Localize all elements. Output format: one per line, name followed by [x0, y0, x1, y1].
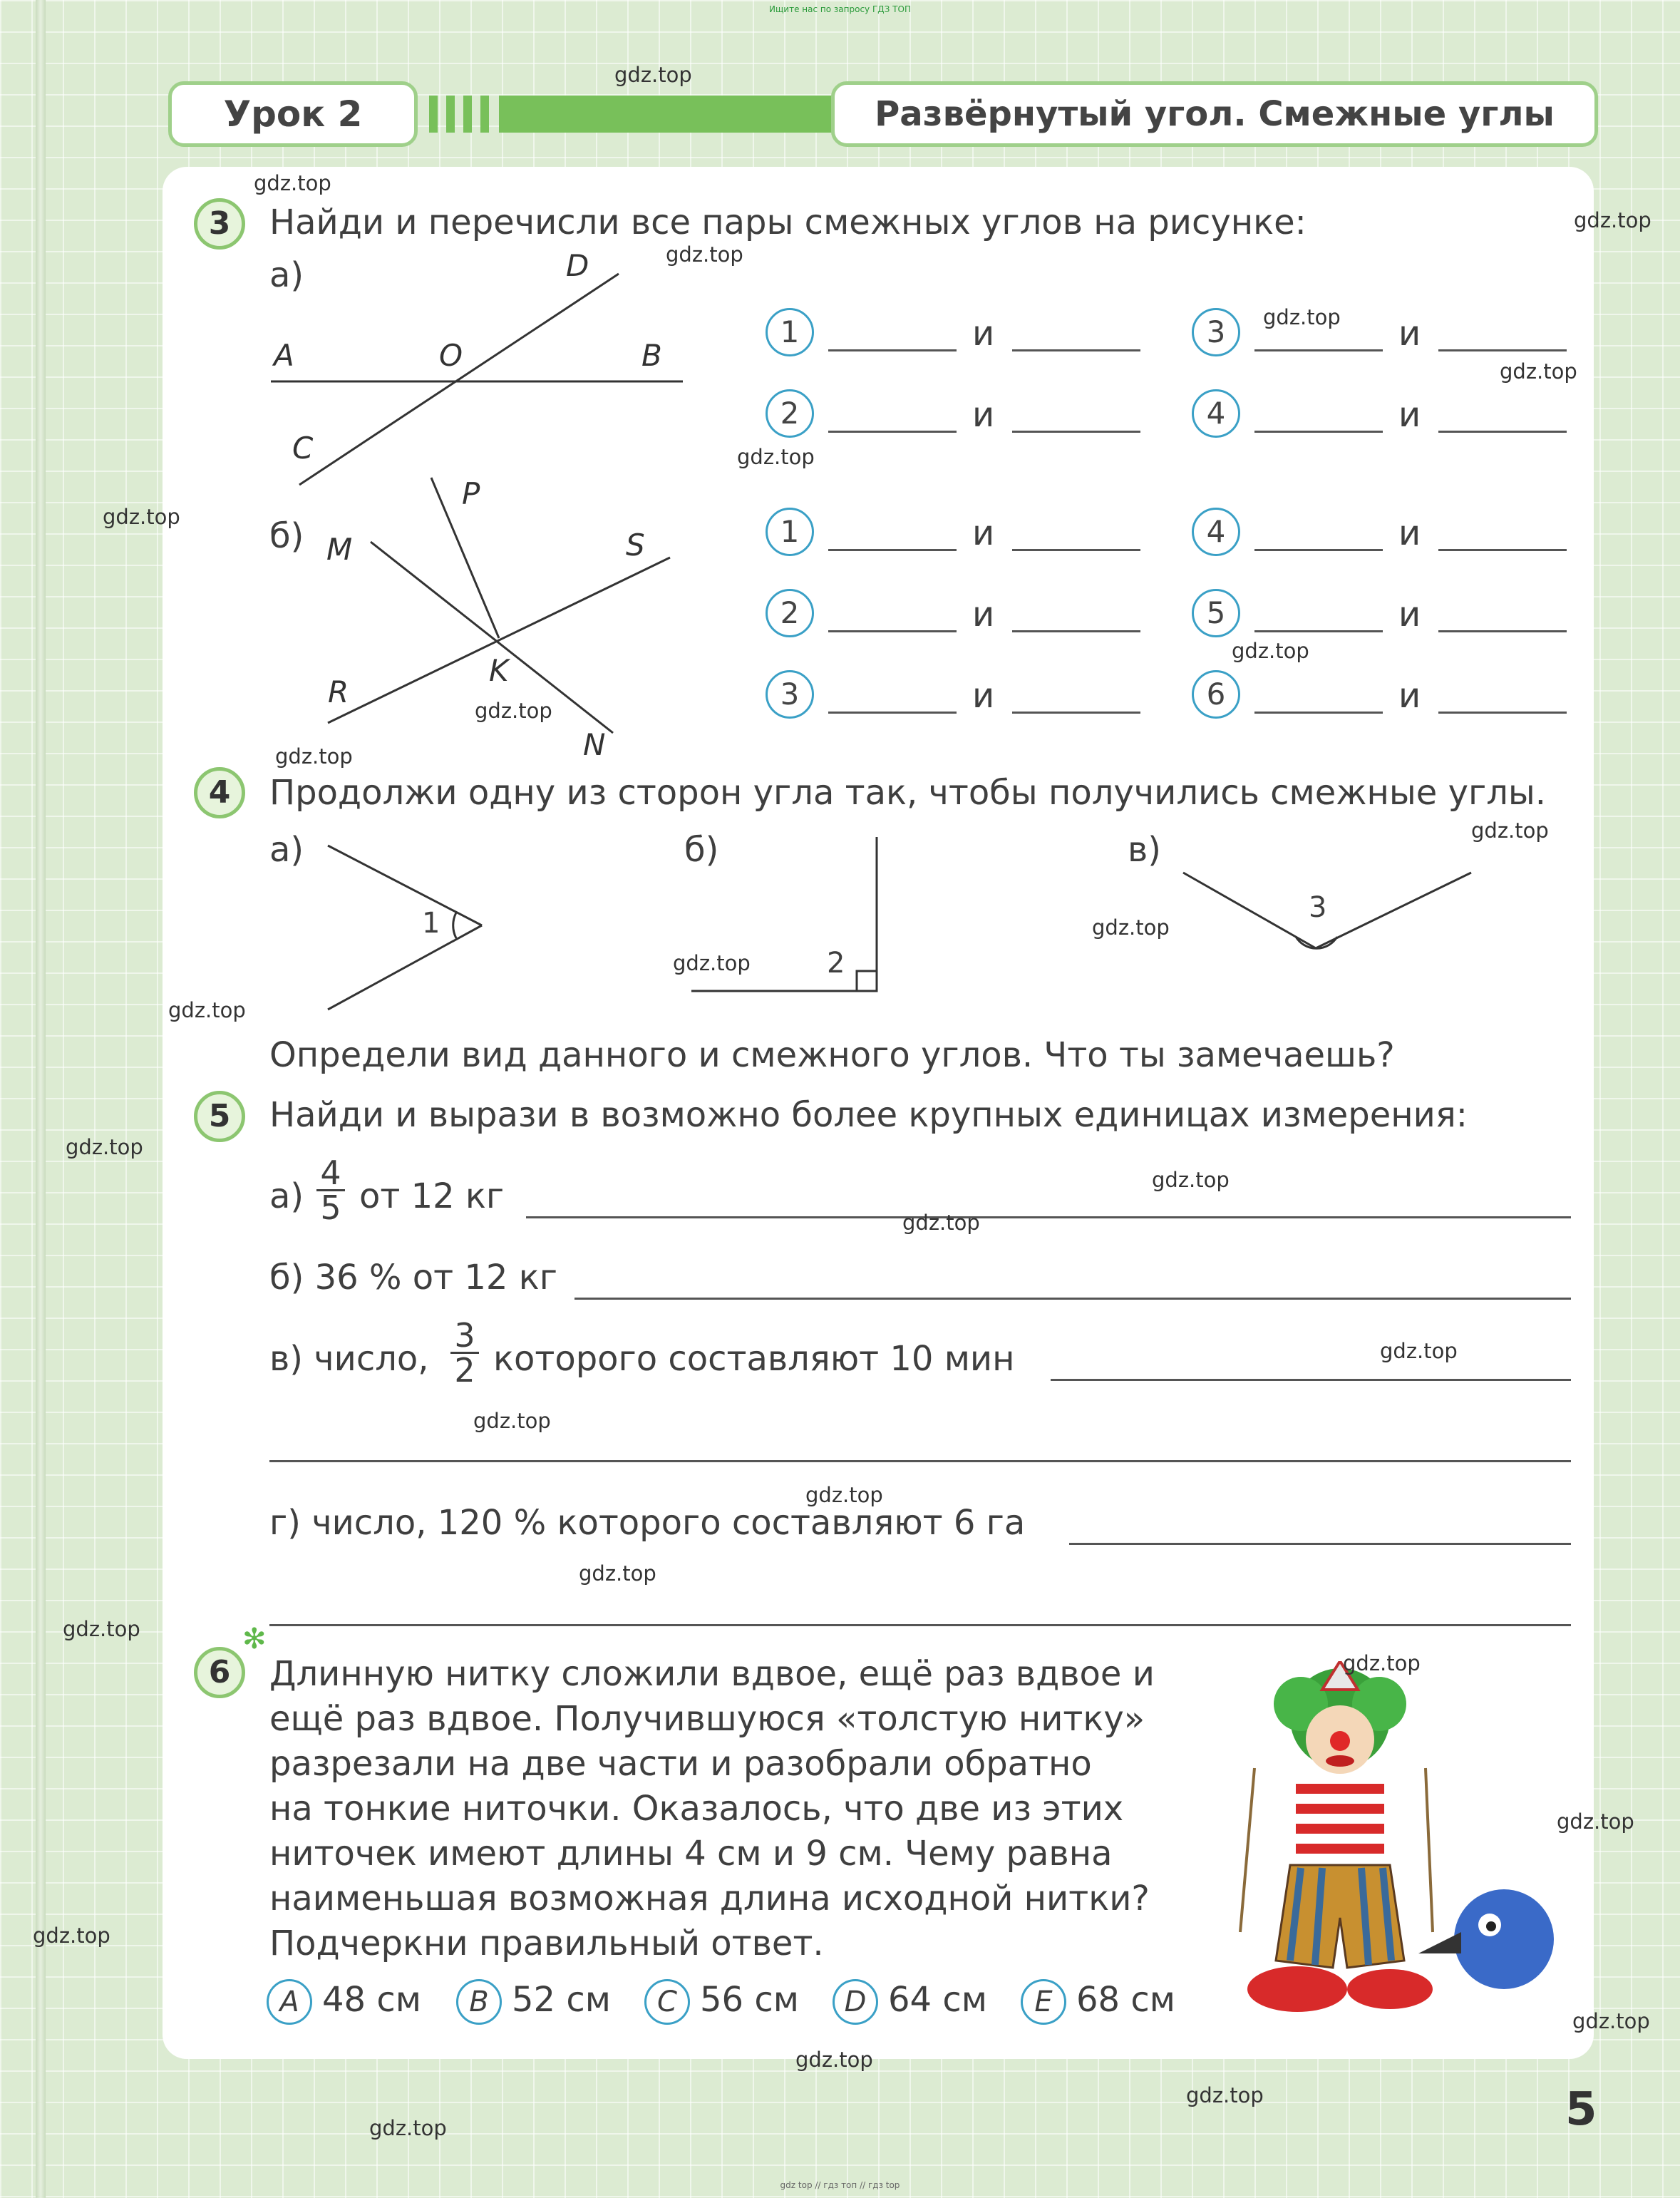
point-r: R: [328, 674, 349, 709]
asterisk-icon: ✻: [242, 1623, 267, 1655]
header-bar: [499, 96, 834, 133]
angle-2-figure: [684, 831, 891, 1005]
answer-line[interactable]: [1012, 630, 1140, 632]
watermark: gdz.top: [1263, 305, 1341, 329]
answer-line[interactable]: [1438, 431, 1567, 433]
task-4c-label: в): [1128, 830, 1162, 870]
watermark: gdz.top: [902, 1211, 980, 1235]
answer-line[interactable]: [1069, 1543, 1571, 1545]
answer-line[interactable]: [1254, 431, 1383, 433]
pair-b6-circle: 6: [1192, 670, 1240, 719]
answer-line[interactable]: [1254, 549, 1383, 551]
numerator: 4: [316, 1156, 345, 1191]
and-word: и: [972, 314, 995, 354]
pair-b4-circle: 4: [1192, 508, 1240, 556]
and-word: и: [972, 595, 995, 635]
watermark: gdz.top: [614, 63, 692, 87]
top-note: Ищите нас по запросу ГДЗ ТОП: [769, 4, 911, 14]
answer-line[interactable]: [1012, 431, 1140, 433]
task-4-number: 4: [194, 767, 245, 818]
header-stripes: [429, 96, 498, 133]
task-6-line: ещё раз вдвое. Получившуюся «толстую нитку»: [269, 1699, 1145, 1739]
answer-line[interactable]: [1012, 549, 1140, 551]
watermark: gdz.top: [1500, 359, 1577, 384]
watermark: gdz.top: [805, 1483, 883, 1507]
and-word: и: [1398, 513, 1421, 553]
task-5b-text: б) 36 % от 12 кг: [269, 1258, 557, 1298]
watermark: gdz.top: [1572, 2009, 1650, 2033]
answer-line[interactable]: [828, 630, 957, 632]
point-k: K: [489, 653, 509, 688]
option-e[interactable]: [1021, 1979, 1175, 2025]
option-text: 48 см: [322, 1980, 421, 2020]
option-c[interactable]: [644, 1979, 799, 2025]
task-4a-label: а): [269, 830, 304, 870]
option-letter: A: [267, 1979, 312, 2025]
option-letter: D: [833, 1979, 878, 2025]
watermark: gdz.top: [33, 1924, 110, 1948]
watermark: gdz.top: [737, 445, 815, 469]
task-3-text: Найди и перечисли все пары смежных углов на рисунке:: [269, 202, 1307, 242]
point-o: O: [439, 338, 463, 373]
numerator: 3: [450, 1319, 479, 1354]
figure-3a: [257, 257, 699, 499]
option-text: 52 см: [512, 1980, 611, 2020]
bottom-note: gdz top // гдз топ // гдз top: [780, 2180, 900, 2190]
and-word: и: [1398, 395, 1421, 435]
task-5d-text: г) число, 120 % которого составляют 6 га: [269, 1503, 1026, 1543]
option-letter: C: [644, 1979, 690, 2025]
pair-a1-circle: 1: [766, 308, 814, 356]
watermark: gdz.top: [1186, 2083, 1264, 2107]
option-text: 68 см: [1076, 1980, 1175, 2020]
answer-line[interactable]: [1051, 1379, 1571, 1381]
page-fold: [36, 0, 46, 2198]
option-letter: E: [1021, 1979, 1066, 2025]
and-word: и: [972, 513, 995, 553]
and-word: и: [1398, 314, 1421, 354]
watermark: gdz.top: [1092, 915, 1170, 940]
option-text: 64 см: [888, 1980, 987, 2020]
option-letter: B: [456, 1979, 502, 2025]
option-text: 56 см: [700, 1980, 799, 2020]
pair-a4-circle: 4: [1192, 389, 1240, 438]
answer-line[interactable]: [828, 712, 957, 714]
watermark: gdz.top: [66, 1135, 143, 1159]
point-c: C: [292, 431, 314, 466]
answer-line[interactable]: [1012, 349, 1140, 351]
watermark: gdz.top: [254, 171, 331, 195]
task-6-line: ниточек имеют длины 4 см и 9 см. Чему равна: [269, 1834, 1113, 1874]
line-cd: [299, 274, 619, 485]
task-5c-prefix: в) число,: [269, 1339, 429, 1379]
answer-line[interactable]: [1438, 712, 1567, 714]
task-4-question: Определи вид данного и смежного углов. Что ты замечаешь?: [269, 1035, 1395, 1075]
task-6-line: на тонкие ниточки. Оказалось, что две из этих: [269, 1789, 1124, 1829]
answer-line[interactable]: [526, 1216, 1571, 1218]
watermark: gdz.top: [1152, 1168, 1230, 1192]
fraction-3-2: [450, 1316, 479, 1390]
fraction-4-5: [316, 1154, 345, 1227]
pair-a3-circle: 3: [1192, 308, 1240, 356]
pair-a2-circle: 2: [766, 389, 814, 438]
task-3-number: 3: [194, 198, 245, 250]
answer-line[interactable]: [828, 549, 957, 551]
watermark: gdz.top: [1574, 208, 1651, 232]
answer-line[interactable]: [574, 1298, 1571, 1300]
task-4b-label: б): [684, 830, 719, 870]
watermark: gdz.top: [1380, 1339, 1458, 1363]
angle-1-label: 1: [422, 907, 440, 940]
answer-line[interactable]: [1254, 630, 1383, 632]
pair-b5-circle: 5: [1192, 589, 1240, 637]
point-s: S: [626, 528, 645, 563]
watermark: gdz.top: [1343, 1651, 1421, 1675]
watermark: gdz.top: [673, 951, 751, 975]
task-6-line: Подчеркни правильный ответ.: [269, 1924, 824, 1963]
point-p: P: [462, 476, 480, 511]
answer-line[interactable]: [1438, 349, 1567, 351]
point-d: D: [566, 248, 589, 283]
point-m: M: [326, 532, 353, 567]
task-6-line: разрезали на две части и разобрали обратно: [269, 1744, 1092, 1784]
and-word: и: [1398, 595, 1421, 635]
point-a: A: [274, 338, 294, 373]
point-b: B: [641, 338, 662, 373]
watermark: gdz.top: [103, 505, 180, 529]
task-4-text: Продолжи одну из сторон угла так, чтобы получились смежные углы.: [269, 773, 1547, 813]
answer-line[interactable]: [1254, 349, 1383, 351]
point-n: N: [583, 727, 606, 762]
option-d[interactable]: [833, 1979, 987, 2025]
denominator: 5: [320, 1188, 341, 1227]
task-6-line: Длинную нитку сложили вдвое, ещё раз вдвое и: [269, 1654, 1155, 1694]
watermark: gdz.top: [579, 1561, 656, 1586]
watermark: gdz.top: [168, 998, 246, 1022]
task-3a-label: а): [269, 255, 304, 295]
pair-b1-circle: 1: [766, 508, 814, 556]
watermark: gdz.top: [369, 2116, 447, 2140]
clown-illustration: [1233, 1661, 1575, 2032]
answer-line[interactable]: [269, 1624, 1571, 1626]
option-a[interactable]: [267, 1979, 421, 2025]
and-word: и: [972, 676, 995, 716]
watermark: gdz.top: [475, 699, 552, 723]
watermark: gdz.top: [1471, 818, 1549, 843]
task-5-number: 5: [194, 1091, 245, 1142]
watermark: gdz.top: [1557, 1809, 1634, 1834]
watermark: gdz.top: [795, 2048, 873, 2072]
answer-line[interactable]: [1438, 549, 1567, 551]
and-word: и: [972, 395, 995, 435]
watermark: gdz.top: [275, 744, 353, 769]
task-6-number: 6: [194, 1647, 245, 1698]
page-number: 5: [1565, 2083, 1597, 2136]
answer-line[interactable]: [828, 431, 957, 433]
answer-line[interactable]: [828, 349, 957, 351]
task-6-line: наименьшая возможная длина исходной нитки?: [269, 1879, 1150, 1919]
answer-line[interactable]: [1012, 712, 1140, 714]
watermark: gdz.top: [1232, 639, 1309, 663]
task-5a-prefix: а): [269, 1176, 304, 1216]
denominator: 2: [454, 1351, 475, 1390]
watermark: gdz.top: [63, 1617, 140, 1641]
angle-2-label: 2: [827, 947, 845, 980]
topic-title: Развёрнутый угол. Смежные углы: [831, 81, 1598, 147]
answer-line[interactable]: [269, 1460, 1571, 1462]
lesson-title: Урок 2: [168, 81, 418, 147]
and-word: и: [1398, 676, 1421, 716]
watermark: gdz.top: [473, 1409, 551, 1433]
pair-b3-circle: 3: [766, 670, 814, 719]
answer-line[interactable]: [1438, 630, 1567, 632]
task-5-text: Найди и вырази в возможно более крупных единицах измерения:: [269, 1095, 1468, 1135]
task-5a-suffix: от 12 кг: [359, 1176, 505, 1216]
task-5c-suffix: которого составляют 10 мин: [493, 1339, 1015, 1379]
option-b[interactable]: [456, 1979, 611, 2025]
answer-line[interactable]: [1254, 712, 1383, 714]
watermark: gdz.top: [666, 242, 743, 267]
angle-1-figure: [314, 834, 499, 1020]
angle-3-figure: [1176, 863, 1483, 955]
pair-b2-circle: 2: [766, 589, 814, 637]
task-3b-label: б): [269, 516, 304, 556]
angle-3-label: 3: [1309, 891, 1327, 924]
